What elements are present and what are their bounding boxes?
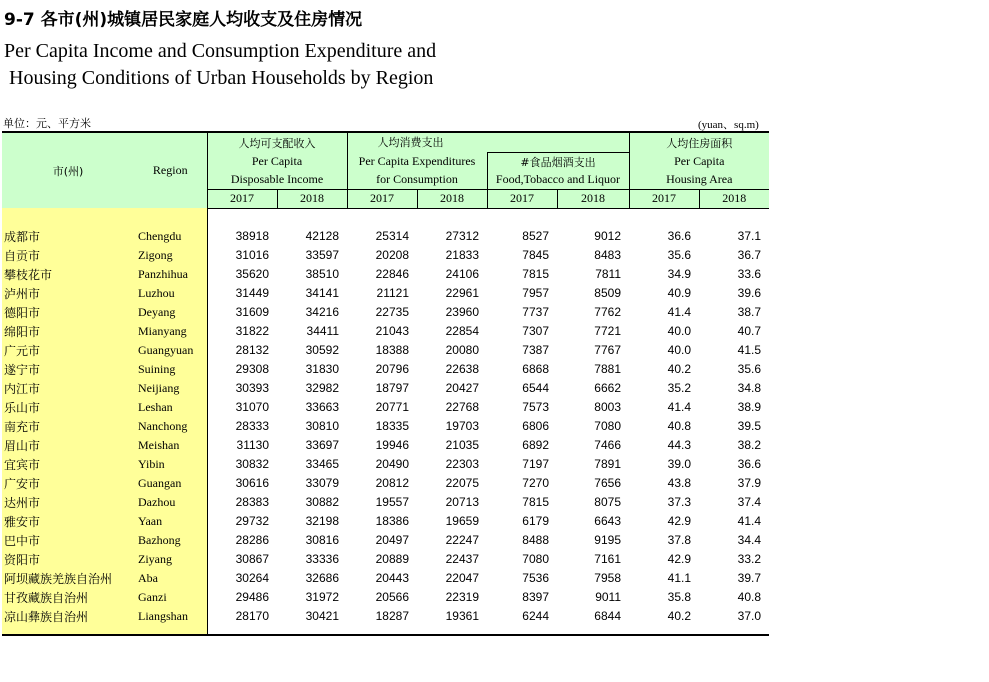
city-name-en: Yibin: [134, 455, 207, 474]
city-name-cn: 遂宁市: [2, 360, 134, 379]
unit-label-cn: 单位：元、平方米: [3, 117, 91, 130]
value-cell: 22638: [445, 362, 479, 376]
value-cell: 37.8: [667, 533, 691, 547]
value-cell: 40.0: [667, 343, 691, 357]
value-cell: 7815: [522, 267, 549, 281]
city-name-en: Leshan: [134, 398, 207, 417]
value-cell: 30421: [305, 609, 339, 623]
city-name-cn: 雅安市: [2, 512, 134, 531]
header-year-2017: 2017: [347, 189, 417, 208]
header-income-en2: Disposable Income: [207, 171, 347, 189]
value-cell: 42.9: [667, 514, 691, 528]
value-cell: 28132: [207, 341, 277, 360]
value-cell: 22437: [445, 552, 479, 566]
table-row: [2, 246, 769, 265]
value-cell: 43.8: [667, 476, 691, 490]
spacer-row: [2, 208, 769, 227]
city-name-cn: 宜宾市: [2, 455, 134, 474]
value-cell: 18386: [375, 514, 409, 528]
value-cell: 18287: [375, 609, 409, 623]
value-cell: 33079: [305, 476, 339, 490]
city-name-cn: 眉山市: [2, 436, 134, 455]
header-housing-en1: Per Capita: [629, 152, 769, 171]
value-cell: 20889: [375, 552, 409, 566]
value-cell: 20080: [445, 343, 479, 357]
header-year-2017: 2017: [207, 189, 277, 208]
header-food-cn: #食品烟酒支出: [487, 152, 629, 171]
header-year-2017: 2017: [487, 189, 557, 208]
value-cell: 38.2: [737, 438, 761, 452]
city-name-cn: 泸州市: [2, 284, 134, 303]
value-cell: 37.3: [667, 495, 691, 509]
city-name-cn: 广元市: [2, 341, 134, 360]
header-year-2018: 2018: [699, 189, 769, 208]
value-cell: 7197: [522, 457, 549, 471]
value-cell: 7466: [594, 438, 621, 452]
city-name-cn: 绵阳市: [2, 322, 134, 341]
value-cell: 19659: [445, 514, 479, 528]
value-cell: 28383: [207, 493, 277, 512]
value-cell: 9195: [594, 533, 621, 547]
city-name-en: Ziyang: [134, 550, 207, 569]
spacer-cell: [557, 208, 629, 227]
value-cell: 8527: [522, 229, 549, 243]
value-cell: 8483: [594, 248, 621, 262]
value-cell: 30816: [305, 533, 339, 547]
value-cell: 41.4: [667, 400, 691, 414]
value-cell: 20427: [445, 381, 479, 395]
value-cell: 41.4: [667, 305, 691, 319]
header-income-en1: Per Capita: [207, 152, 347, 171]
value-cell: 42.9: [667, 552, 691, 566]
value-cell: 22846: [375, 267, 409, 281]
table-row: [2, 512, 769, 531]
value-cell: 22247: [445, 533, 479, 547]
value-cell: 20490: [375, 457, 409, 471]
value-cell: 8488: [522, 533, 549, 547]
value-cell: 6643: [594, 514, 621, 528]
value-cell: 7881: [594, 362, 621, 376]
value-cell: 7161: [594, 552, 621, 566]
value-cell: 32982: [305, 381, 339, 395]
value-cell: 35.6: [667, 248, 691, 262]
table-row: [2, 436, 769, 455]
value-cell: 36.6: [737, 457, 761, 471]
table-row: [2, 303, 769, 322]
table-row: [2, 607, 769, 626]
city-name-en: Luzhou: [134, 284, 207, 303]
spacer-cell: [134, 626, 207, 635]
city-name-cn: 内江市: [2, 379, 134, 398]
value-cell: 9011: [595, 590, 621, 604]
table-row: [2, 569, 769, 588]
value-cell: 6244: [522, 609, 549, 623]
city-name-en: Chengdu: [134, 227, 207, 246]
value-cell: 7762: [594, 305, 621, 319]
value-cell: 7536: [522, 571, 549, 585]
header-food-en: Food,Tobacco and Liquor: [487, 171, 629, 189]
value-cell: 39.6: [737, 286, 761, 300]
data-table: [2, 131, 769, 636]
value-cell: 20497: [375, 533, 409, 547]
value-cell: 20566: [375, 590, 409, 604]
value-cell: 8397: [522, 590, 549, 604]
page-title-en-line1: Per Capita Income and Consumption Expenditure and: [4, 40, 437, 62]
city-name-en: Aba: [134, 569, 207, 588]
value-cell: 8509: [594, 286, 621, 300]
value-cell: 31609: [207, 303, 277, 322]
spacer-cell: [347, 626, 417, 635]
header-region-en: Region: [134, 132, 207, 208]
value-cell: 7815: [522, 495, 549, 509]
city-name-en: Deyang: [134, 303, 207, 322]
value-cell: 21121: [376, 286, 409, 300]
table-row: [2, 455, 769, 474]
value-cell: 29732: [207, 512, 277, 531]
city-name-cn: 攀枝花市: [2, 265, 134, 284]
value-cell: 28333: [207, 417, 277, 436]
value-cell: 22303: [445, 457, 479, 471]
city-name-en: Mianyang: [134, 322, 207, 341]
city-name-en: Zigong: [134, 246, 207, 265]
value-cell: 6868: [522, 362, 549, 376]
page-title-cn: 9-7 各市(州)城镇居民家庭人均收支及住房情况: [4, 10, 363, 30]
value-cell: 31822: [207, 322, 277, 341]
unit-label-en: (yuan、sq.m): [698, 119, 759, 131]
value-cell: 28170: [207, 607, 277, 626]
value-cell: 7957: [522, 286, 549, 300]
value-cell: 29486: [207, 588, 277, 607]
spacer-cell: [207, 208, 277, 227]
value-cell: 31130: [207, 436, 277, 455]
value-cell: 7656: [594, 476, 621, 490]
value-cell: 31449: [207, 284, 277, 303]
value-cell: 40.7: [737, 324, 761, 338]
value-cell: 35.6: [737, 362, 761, 376]
header-housing-cn: 人均住房面积: [629, 132, 769, 152]
table-row: [2, 379, 769, 398]
value-cell: 40.8: [737, 590, 761, 604]
value-cell: 40.2: [667, 609, 691, 623]
value-cell: 30867: [207, 550, 277, 569]
value-cell: 38918: [207, 227, 277, 246]
value-cell: 7767: [594, 343, 621, 357]
value-cell: 7307: [522, 324, 549, 338]
value-cell: 19361: [445, 609, 479, 623]
value-cell: 22854: [445, 324, 479, 338]
value-cell: 22075: [445, 476, 479, 490]
value-cell: 33663: [305, 400, 339, 414]
value-cell: 40.0: [667, 324, 691, 338]
value-cell: 32686: [305, 571, 339, 585]
table-row: [2, 493, 769, 512]
header-year-2018: 2018: [557, 189, 629, 208]
value-cell: 38.9: [737, 400, 761, 414]
value-cell: 30592: [305, 343, 339, 357]
value-cell: 6892: [522, 438, 549, 452]
value-cell: 22768: [445, 400, 479, 414]
city-name-en: Guangan: [134, 474, 207, 493]
spacer-cell: [347, 208, 417, 227]
value-cell: 33597: [305, 248, 339, 262]
value-cell: 18388: [375, 343, 409, 357]
value-cell: 20771: [375, 400, 409, 414]
city-name-cn: 德阳市: [2, 303, 134, 322]
value-cell: 31830: [305, 362, 339, 376]
value-cell: 38.7: [737, 305, 761, 319]
value-cell: 22319: [445, 590, 479, 604]
value-cell: 38510: [305, 267, 339, 281]
value-cell: 6662: [594, 381, 621, 395]
value-cell: 33465: [305, 457, 339, 471]
city-name-en: Liangshan: [134, 607, 207, 626]
value-cell: 8003: [594, 400, 621, 414]
value-cell: 21035: [445, 438, 479, 452]
table-body: [2, 208, 769, 635]
spacer-cell: [629, 208, 699, 227]
spacer-cell: [557, 626, 629, 635]
value-cell: 20812: [375, 476, 409, 490]
city-name-cn: 凉山彝族自治州: [2, 607, 134, 626]
value-cell: 33.2: [737, 552, 761, 566]
value-cell: 22047: [445, 571, 479, 585]
spacer-cell: [2, 626, 134, 635]
spacer-cell: [207, 626, 277, 635]
header-consumption-cn: 人均消费支出: [347, 132, 629, 152]
value-cell: 37.9: [737, 476, 761, 490]
city-name-en: Guangyuan: [134, 341, 207, 360]
header-consumption-en1: Per Capita Expenditures: [347, 152, 487, 171]
value-cell: 7080: [594, 419, 621, 433]
city-name-en: Nanchong: [134, 417, 207, 436]
value-cell: 36.7: [737, 248, 761, 262]
header-year-2018: 2018: [277, 189, 347, 208]
value-cell: 37.1: [737, 229, 761, 243]
value-cell: 34.8: [737, 381, 761, 395]
city-name-en: Yaan: [134, 512, 207, 531]
value-cell: 18335: [375, 419, 409, 433]
value-cell: 21043: [375, 324, 409, 338]
value-cell: 19946: [375, 438, 409, 452]
value-cell: 25314: [375, 229, 409, 243]
value-cell: 6544: [522, 381, 549, 395]
value-cell: 35.2: [667, 381, 691, 395]
city-name-en: Panzhihua: [134, 265, 207, 284]
city-name-en: Suining: [134, 360, 207, 379]
header-year-2017: 2017: [629, 189, 699, 208]
table-row: [2, 531, 769, 550]
value-cell: 6179: [522, 514, 549, 528]
value-cell: 28286: [207, 531, 277, 550]
value-cell: 41.1: [667, 571, 691, 585]
value-cell: 40.2: [667, 362, 691, 376]
value-cell: 31972: [305, 590, 339, 604]
value-cell: 6844: [594, 609, 621, 623]
value-cell: 20443: [375, 571, 409, 585]
value-cell: 20208: [375, 248, 409, 262]
header-year-2018: 2018: [417, 189, 487, 208]
value-cell: 30616: [207, 474, 277, 493]
value-cell: 19703: [445, 419, 479, 433]
spacer-cell: [2, 208, 134, 227]
city-name-cn: 广安市: [2, 474, 134, 493]
value-cell: 22735: [375, 305, 409, 319]
city-name-en: Meishan: [134, 436, 207, 455]
value-cell: 37.4: [737, 495, 761, 509]
value-cell: 30264: [207, 569, 277, 588]
value-cell: 30810: [305, 419, 339, 433]
value-cell: 21833: [445, 248, 479, 262]
value-cell: 31016: [207, 246, 277, 265]
spacer-cell: [699, 626, 769, 635]
spacer-cell: [487, 626, 557, 635]
spacer-cell: [277, 208, 347, 227]
value-cell: 8075: [594, 495, 621, 509]
value-cell: 7891: [594, 457, 621, 471]
city-name-cn: 自贡市: [2, 246, 134, 265]
value-cell: 34216: [305, 305, 339, 319]
city-name-en: Dazhou: [134, 493, 207, 512]
value-cell: 36.6: [667, 229, 691, 243]
city-name-cn: 甘孜藏族自治州: [2, 588, 134, 607]
value-cell: 33336: [305, 552, 339, 566]
value-cell: 18797: [375, 381, 409, 395]
value-cell: 30882: [305, 495, 339, 509]
value-cell: 23960: [445, 305, 479, 319]
spacer-cell: [487, 208, 557, 227]
value-cell: 7811: [595, 267, 621, 281]
spacer-cell: [629, 626, 699, 635]
value-cell: 35.8: [667, 590, 691, 604]
table-row: [2, 265, 769, 284]
city-name-en: Neijiang: [134, 379, 207, 398]
city-name-en: Ganzi: [134, 588, 207, 607]
spacer-cell: [699, 208, 769, 227]
value-cell: 33697: [305, 438, 339, 452]
value-cell: 30832: [207, 455, 277, 474]
table-row: [2, 588, 769, 607]
spacer-cell: [134, 208, 207, 227]
value-cell: 34.9: [667, 267, 691, 281]
city-name-cn: 达州市: [2, 493, 134, 512]
value-cell: 20713: [445, 495, 479, 509]
value-cell: 40.8: [667, 419, 691, 433]
table-row: [2, 341, 769, 360]
value-cell: 39.5: [737, 419, 761, 433]
city-name-cn: 乐山市: [2, 398, 134, 417]
table-end-row: [2, 626, 769, 635]
table-row: [2, 322, 769, 341]
value-cell: 7721: [594, 324, 621, 338]
table-row: [2, 550, 769, 569]
value-cell: 29308: [207, 360, 277, 379]
value-cell: 7845: [522, 248, 549, 262]
value-cell: 7958: [594, 571, 621, 585]
table-row: [2, 474, 769, 493]
table-row: [2, 417, 769, 436]
table-row: [2, 398, 769, 417]
value-cell: 33.6: [737, 267, 761, 281]
city-name-en: Bazhong: [134, 531, 207, 550]
value-cell: 35620: [207, 265, 277, 284]
value-cell: 37.0: [737, 609, 761, 623]
table-row: [2, 284, 769, 303]
value-cell: 44.3: [667, 438, 691, 452]
value-cell: 7573: [522, 400, 549, 414]
value-cell: 27312: [445, 229, 479, 243]
city-name-cn: 巴中市: [2, 531, 134, 550]
value-cell: 22961: [445, 286, 479, 300]
value-cell: 34141: [305, 286, 339, 300]
value-cell: 19557: [375, 495, 409, 509]
value-cell: 7270: [522, 476, 549, 490]
header-city-cn: 市(州): [2, 132, 134, 208]
value-cell: 7387: [522, 343, 549, 357]
page-title-en-line2: Housing Conditions of Urban Households by Region: [9, 67, 434, 89]
value-cell: 31070: [207, 398, 277, 417]
city-name-cn: 资阳市: [2, 550, 134, 569]
header-income-cn: 人均可支配收入: [207, 132, 347, 152]
value-cell: 42128: [305, 229, 339, 243]
value-cell: 20796: [375, 362, 409, 376]
table-row: [2, 360, 769, 379]
value-cell: 24106: [445, 267, 479, 281]
value-cell: 34411: [306, 324, 339, 338]
value-cell: 7737: [522, 305, 549, 319]
value-cell: 9012: [594, 229, 621, 243]
value-cell: 39.0: [667, 457, 691, 471]
value-cell: 41.5: [737, 343, 761, 357]
city-name-cn: 阿坝藏族羌族自治州: [2, 569, 134, 588]
value-cell: 34.4: [737, 533, 761, 547]
spacer-cell: [417, 626, 487, 635]
value-cell: 6806: [522, 419, 549, 433]
table-row: [2, 227, 769, 246]
header-housing-en2: Housing Area: [629, 171, 769, 189]
city-name-cn: 南充市: [2, 417, 134, 436]
value-cell: 7080: [522, 552, 549, 566]
value-cell: 30393: [207, 379, 277, 398]
value-cell: 39.7: [737, 571, 761, 585]
header-consumption-en2: for Consumption: [347, 171, 487, 189]
spacer-cell: [417, 208, 487, 227]
value-cell: 41.4: [737, 514, 761, 528]
city-name-cn: 成都市: [2, 227, 134, 246]
value-cell: 40.9: [667, 286, 691, 300]
spacer-cell: [277, 626, 347, 635]
value-cell: 32198: [305, 514, 339, 528]
